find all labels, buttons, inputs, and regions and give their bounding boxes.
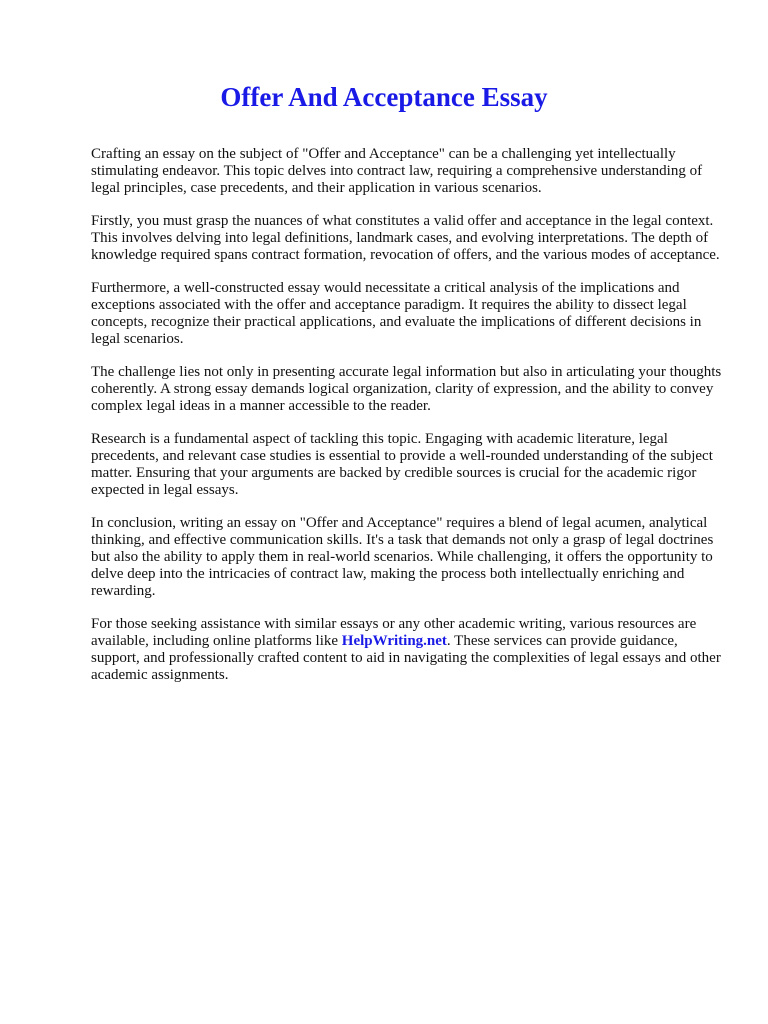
paragraph-resources xyxy=(91,616,727,684)
paragraph-valid-offer: Firstly, you must grasp the nuances of what constitutes a valid offer and acceptance in the legal context. This involves delving into legal definitions, landmark cases, and evolving interpretations. The depth of knowledge required spans contract formation, revocation of offers, and the various modes of acceptance. xyxy=(91,213,720,263)
paragraph-intro: Crafting an essay on the subject of "Offer and Acceptance" can be a challenging yet intellectually stimulating endeavor. This topic delves into contract law, requiring a comprehensive understanding of legal principles, case precedents, and their application in various scenarios. xyxy=(91,146,703,196)
helpwriting-link[interactable]: HelpWriting.net xyxy=(341,633,447,649)
paragraph-challenge: The challenge lies not only in presenting accurate legal information but also in articulating your thoughts coherently. A strong essay demands logical organization, clarity of expression, and the ability to convey complex legal ideas in a manner accessible to the reader. xyxy=(91,364,722,414)
document-body xyxy=(91,146,727,700)
paragraph-research: Research is a fundamental aspect of tackling this topic. Engaging with academic literature, legal precedents, and relevant case studies is essential to provide a well-rounded understanding of the subject matter. Ensuring that your arguments are backed by credible sources is crucial for the academic rigor expected in legal essays. xyxy=(91,431,713,498)
paragraph-conclusion: In conclusion, writing an essay on "Offer and Acceptance" requires a blend of legal acumen, analytical thinking, and effective communication skills. It's a task that demands not only a grasp of legal doctrines but also the ability to apply them in real-world scenarios. While challenging, it offers the opportunity to delve deep into the intricacies of contract law, making the process both intellectually enriching and rewarding. xyxy=(91,515,714,599)
paragraph-critical-analysis: Furthermore, a well-constructed essay would necessitate a critical analysis of the implications and exceptions associated with the offer and acceptance paradigm. It requires the ability to dissect legal concepts, recognize their practical applications, and evaluate the implications of different decisions in legal scenarios. xyxy=(91,280,702,347)
resources-text-after-link: . These services can provide guidance, support, and professionally crafted content to aid in navigating the complexities of legal essays and other academic assignments. xyxy=(91,633,721,683)
resources-text-before-link: For those seeking assistance with similar essays or any other academic writing, various resources are available, including online platforms like xyxy=(91,616,697,649)
document-title: Offer And Acceptance Essay xyxy=(220,82,548,112)
